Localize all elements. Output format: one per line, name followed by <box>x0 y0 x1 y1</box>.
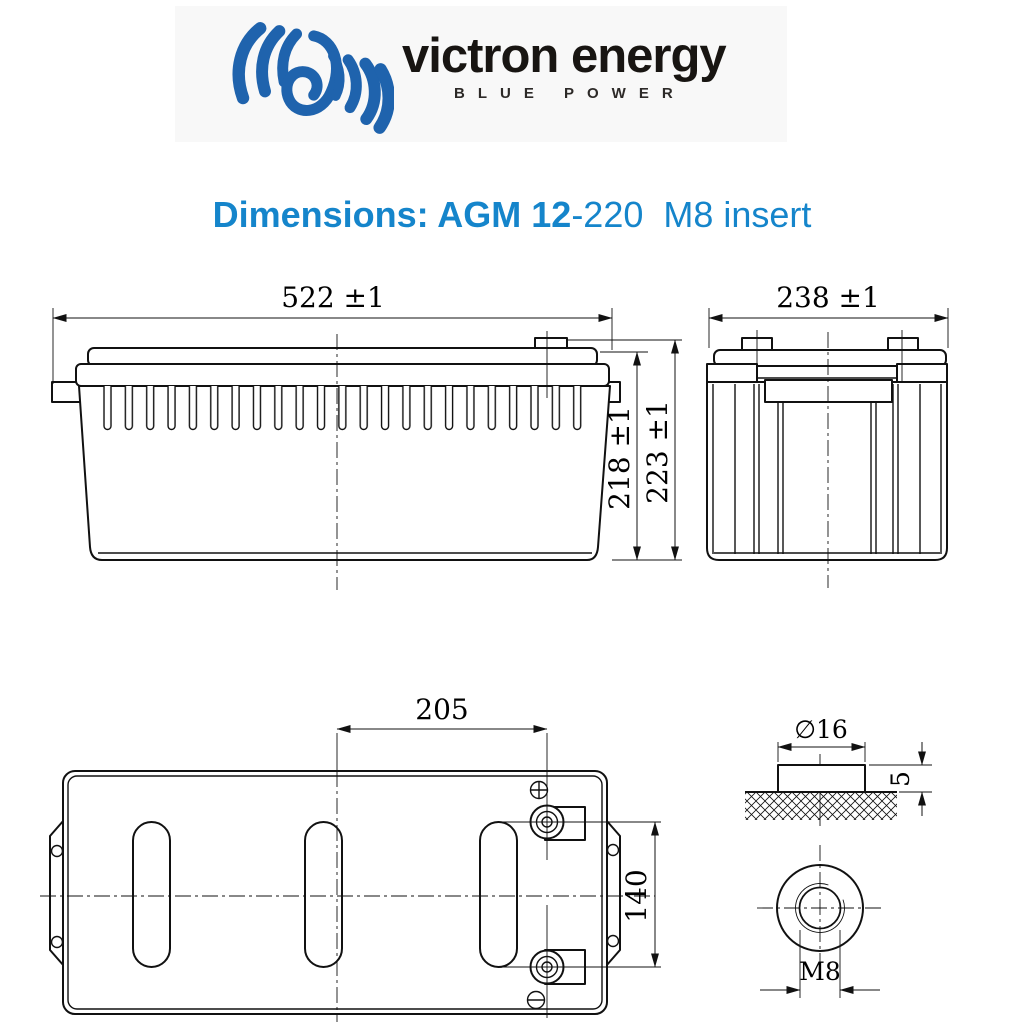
side-view <box>707 281 948 588</box>
dim-front-height-inner: 218 ±1 <box>603 406 636 510</box>
front-lid-mid <box>76 364 609 386</box>
case-section-hatch <box>745 793 897 820</box>
dim-front-height-outer: 223 ±1 <box>641 400 674 504</box>
dim-boss-diameter: ∅16 <box>794 715 848 744</box>
side-lid-recess <box>765 380 892 402</box>
dim-boss-height: 5 <box>886 771 915 787</box>
ear-hole <box>52 937 63 948</box>
terminal-top-detail <box>757 845 884 998</box>
title-bold: Dimensions: AGM 12 <box>212 194 572 235</box>
brand-name: victron energy <box>402 29 726 83</box>
title-model-rest: -220 <box>571 194 644 235</box>
case-outline <box>63 771 607 1014</box>
brand-tagline: BLUE POWER <box>454 85 686 102</box>
dim-front-width: 522 ±1 <box>281 281 385 314</box>
dim-terminal-offset: 205 <box>415 693 469 726</box>
front-ribs <box>97 386 588 432</box>
front-view <box>52 281 682 590</box>
front-left-flange <box>52 382 80 402</box>
ear-hole <box>608 845 619 856</box>
ear-hole <box>52 846 63 857</box>
ear-hole <box>608 936 619 947</box>
dim-thread: M8 <box>799 957 841 986</box>
dim-side-width: 238 ±1 <box>776 281 880 314</box>
dim-terminal-spacing: 140 <box>620 869 653 923</box>
title-suffix: M8 insert <box>663 194 812 235</box>
plus-marker-icon <box>531 782 548 799</box>
terminal-boss <box>778 765 865 792</box>
side-body <box>707 382 947 560</box>
terminal-side-detail <box>745 715 932 826</box>
bottom-view <box>40 693 661 1022</box>
